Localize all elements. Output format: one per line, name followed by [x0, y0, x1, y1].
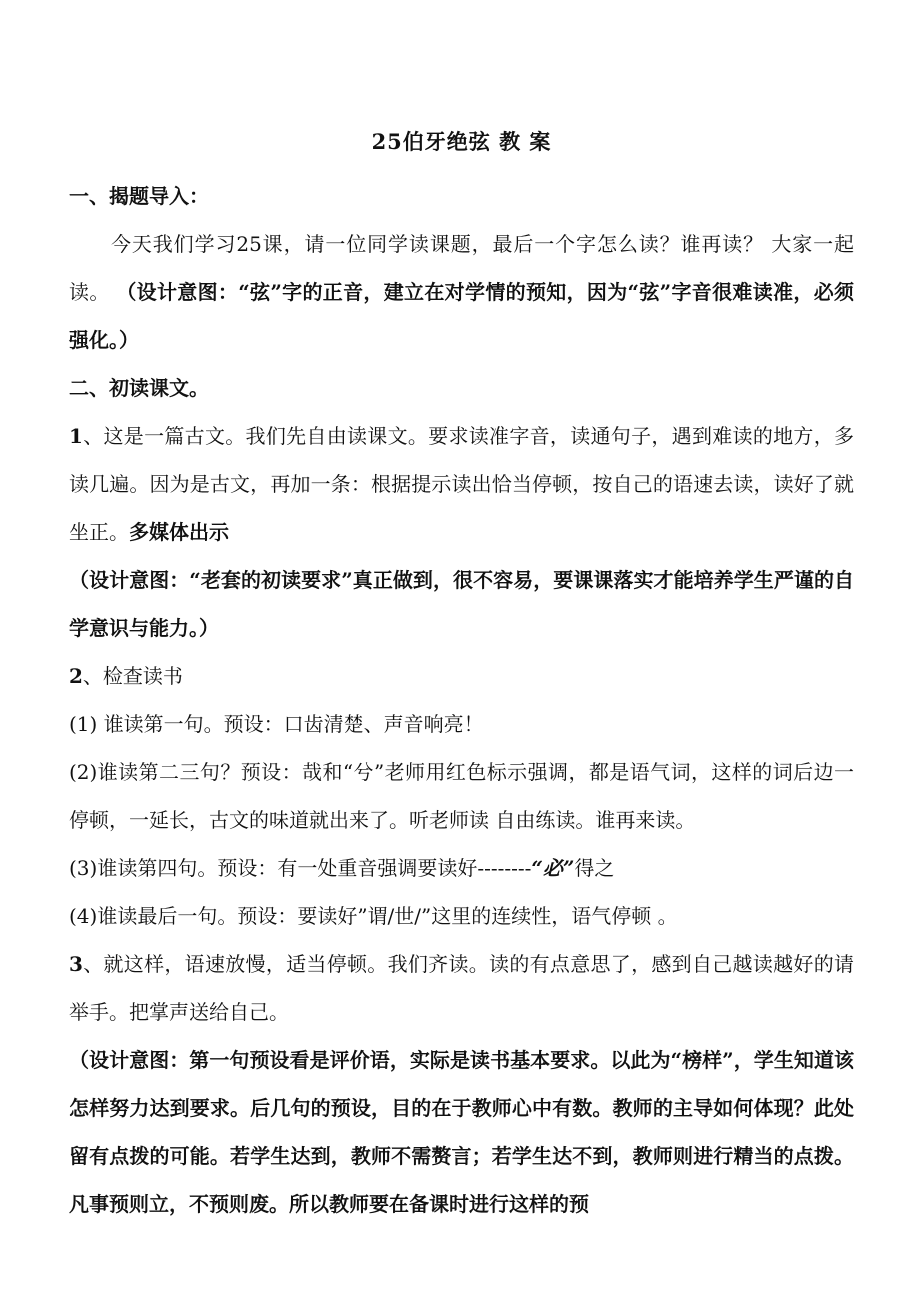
item-3: [69, 940, 854, 1036]
paragraph-intro: [69, 220, 854, 364]
document-title: 25伯牙绝弦 教 案: [371, 129, 552, 154]
sub-item-3-emphasis: “必”: [531, 856, 575, 880]
item-1-text: 、这是一篇古文。我们先自由读课文。要求读准字音，读通句子，遇到难读的地方，多读几遍。因为是古文，再加一条：根据提示读出恰当停顿，按自己的语速去读，读好了就坐正。: [69, 424, 854, 544]
sub-item-3-tail: 得之: [574, 856, 615, 880]
item-3-number: 3: [69, 952, 83, 976]
item-2-text: 、检查读书: [82, 664, 183, 688]
design-note-3: （设计意图：第一句预设看是评价语，实际是读书基本要求。以此为“榜样”，学生知道该怎样努力达到要求。后几句的预设，目的在于教师心中有数。教师的主导如何体现？此处留有点拨的可能。若学生达到，教师不需赘言；若学生达不到，教师则进行精当的点拨。凡事预则立，不预则废。所以教师要在备课时进行这样的预: [69, 1048, 854, 1216]
sub-item-3-text: (3)谁读第四句。预设：有一处重音强调要读好--------: [69, 856, 532, 880]
item-1-bold: 多媒体出示: [129, 520, 229, 544]
design-note-1: （设计意图：“弦”字的正音，建立在对学情的预知，因为“弦”字音很难读准，必须强化。）: [69, 280, 855, 352]
item-1-number: 1: [69, 424, 83, 448]
item-2: [69, 652, 854, 700]
item-1: [69, 412, 854, 556]
design-note-2: （设计意图：“老套的初读要求”真正做到，很不容易，要课课落实才能培养学生严谨的自学意识与能力。）: [69, 568, 854, 640]
item-3-text: 、就这样，语速放慢，适当停顿。我们齐读。读的有点意思了，感到自己越读越好的请举手。把掌声送给自己。: [69, 952, 854, 1024]
section-heading-1: 一、揭题导入：: [69, 184, 209, 208]
sub-item-4: (4)谁读最后一句。预设：要读好”谓/世/”这里的连续性，语气停顿 。: [69, 904, 678, 928]
sub-item-3: [69, 844, 854, 892]
section-heading-2: 二、初读课文。: [69, 376, 209, 400]
intro-text: 今天我们学习25课，请一位同学读课题，最后一个字怎么读？谁再读？ 大家一起读。: [69, 232, 854, 304]
sub-item-1: (1) 谁读第一句。预设：口齿清楚、声音响亮！: [69, 712, 484, 736]
item-2-number: 2: [69, 664, 83, 688]
sub-item-2: (2)谁读第二三句？预设：哉和“兮”老师用红色标示强调，都是语气词，这样的词后边一停顿，一延长，古文的味道就出来了。听老师读 自由练读。谁再来读。: [69, 760, 854, 832]
